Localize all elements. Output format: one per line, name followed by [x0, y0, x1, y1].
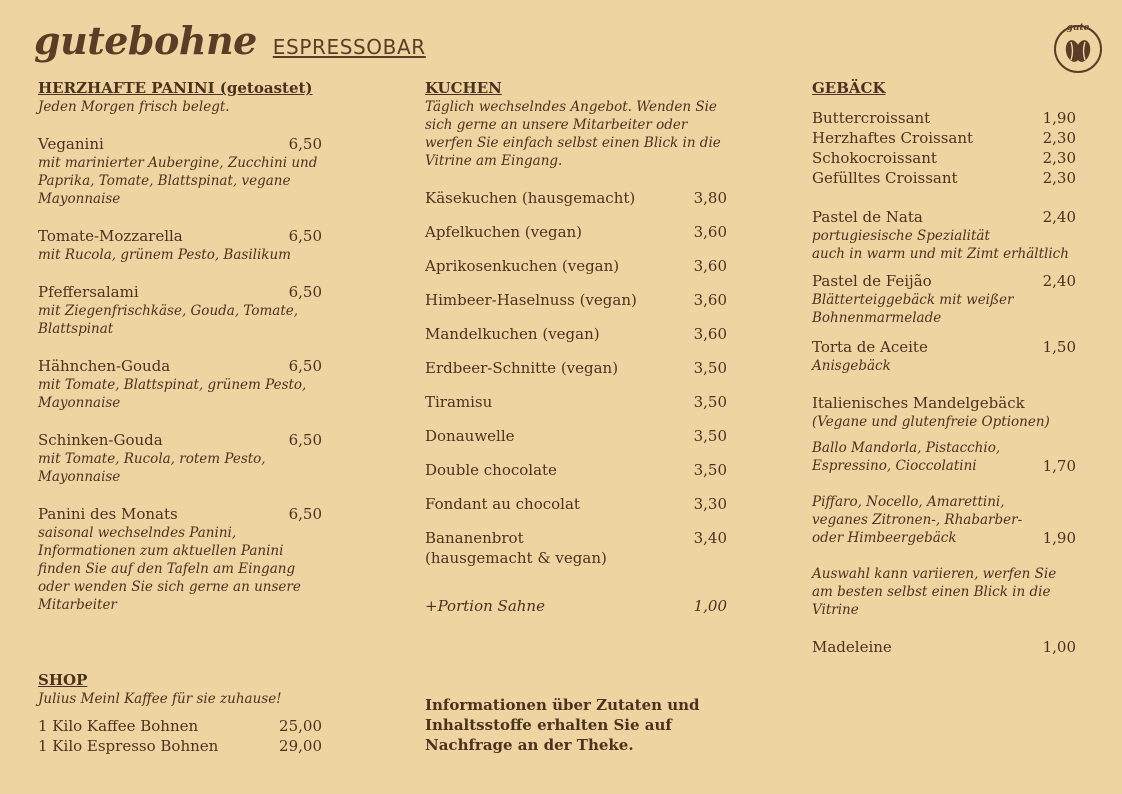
auswahl-note: Auswahl kann variieren, werfen Sie am besten selbst einen Blick in die Vitrine: [812, 566, 1057, 618]
item-price: 29,00: [279, 737, 322, 755]
panini-item: [38, 282, 322, 338]
item-desc: auch in warm und mit Zimt erhältlich: [812, 246, 1069, 262]
kuchen-extra: [425, 596, 727, 616]
panini-intro: Jeden Morgen frisch belegt.: [38, 99, 230, 115]
shop-intro: Julius Meinl Kaffee für sie zuhause!: [38, 691, 282, 707]
item-name: oder Himbeergebäck: [812, 530, 957, 546]
gebaeck-item: [812, 207, 1076, 263]
item-price: 25,00: [279, 717, 322, 735]
item-price: 1,00: [693, 597, 727, 615]
item-price: 6,50: [288, 283, 322, 301]
item-name: Pastel de Nata: [812, 208, 923, 226]
item-desc: saisonal wechselndes Panini, Informationen zum aktuellen Panini finden Sie auf den Tafeln am Eingang oder wenden Sie sich gerne an unsere Mitarbeiter: [38, 525, 301, 613]
item-name: Madeleine: [812, 638, 892, 656]
item-price: 3,50: [693, 393, 727, 411]
item-price: 2,30: [1042, 149, 1076, 167]
item-name: Tiramisu: [425, 393, 493, 411]
gebaeck-item: [812, 337, 1076, 375]
item-price: 6,50: [288, 135, 322, 153]
piffaro-item: [812, 529, 1076, 547]
kuchen-item: [425, 290, 727, 310]
coffee-bean-badge-icon: [1052, 22, 1104, 74]
item-desc: Anisgebäck: [812, 358, 891, 374]
gebaeck-title: GEBÄCK: [812, 79, 886, 97]
item-price: 2,30: [1042, 129, 1076, 147]
brand-subtitle: ESPRESSOBAR: [272, 35, 426, 59]
kuchen-item: [425, 392, 727, 412]
kuchen-item: [425, 256, 727, 276]
item-name: Aprikosenkuchen (vegan): [425, 257, 620, 275]
item-name: Mandelkuchen (vegan): [425, 325, 600, 343]
panini-item: [38, 504, 322, 614]
gebaeck-item: [812, 108, 1076, 128]
item-price: 3,50: [693, 359, 727, 377]
gebaeck-item: [812, 637, 1076, 657]
italian-note: (Vegane und glutenfreie Optionen): [812, 414, 1050, 430]
item-price: 2,40: [1042, 272, 1076, 290]
panini-item: [38, 356, 322, 412]
item-name: Apfelkuchen (vegan): [425, 223, 583, 241]
gebaeck-item: [812, 168, 1076, 188]
piffaro-line: Piffaro, Nocello, Amarettini,: [812, 494, 1005, 510]
item-price: 3,60: [693, 223, 727, 241]
item-name: 1 Kilo Espresso Bohnen: [38, 737, 219, 755]
item-name: Panini des Monats: [38, 505, 178, 523]
item-name: Buttercroissant: [812, 109, 931, 127]
brand-name: gutebohne: [34, 18, 257, 63]
item-name: Herzhaftes Croissant: [812, 129, 974, 147]
kuchen-item: [425, 358, 727, 378]
item-price: 3,60: [693, 257, 727, 275]
panini-title: HERZHAFTE PANINI (getoastet): [38, 79, 313, 97]
item-name: Himbeer-Haselnuss (vegan): [425, 291, 637, 309]
item-desc: mit Tomate, Rucola, rotem Pesto, Mayonnaise: [38, 451, 266, 485]
panini-item: [38, 134, 322, 208]
item-price: 6,50: [288, 431, 322, 449]
kuchen-item: [425, 222, 727, 242]
item-name: Pfeffersalami: [38, 283, 139, 301]
kuchen-item: [425, 528, 727, 568]
item-name: Veganini: [38, 135, 104, 153]
item-desc: Blätterteiggebäck mit weißer Bohnenmarmelade: [812, 292, 1014, 326]
shop-section: [38, 670, 322, 756]
item-price: 6,50: [288, 357, 322, 375]
piffaro-line: veganes Zitronen-, Rhabarber-: [812, 512, 1023, 528]
shop-title: SHOP: [38, 671, 88, 689]
item-name: 1 Kilo Kaffee Bohnen: [38, 717, 199, 735]
kuchen-title: KUCHEN: [425, 79, 502, 97]
item-name: Espressino, Cioccolatini: [812, 458, 977, 474]
item-name: Double chocolate: [425, 461, 557, 479]
item-name: Fondant au chocolat: [425, 495, 580, 513]
item-name: +Portion Sahne: [425, 597, 545, 615]
item-desc: mit Tomate, Blattspinat, grünem Pesto, Mayonnaise: [38, 377, 307, 411]
item-price: 3,80: [693, 189, 727, 207]
item-name: Schokocroissant: [812, 149, 937, 167]
item-price: 6,50: [288, 227, 322, 245]
kuchen-item: [425, 426, 727, 446]
item-price: 1,00: [1042, 638, 1076, 656]
item-price: 3,30: [693, 495, 727, 513]
badge-text: gute: [1066, 23, 1090, 33]
gebaeck-item: [812, 128, 1076, 148]
brand-logo: [34, 18, 426, 63]
shop-item: [38, 736, 322, 756]
item-name: Gefülltes Croissant: [812, 169, 958, 187]
kuchen-section: [425, 78, 727, 616]
kuchen-intro: Täglich wechselndes Angebot. Wenden Sie sich gerne an unsere Mitarbeiter oder werfen Sie einfach selbst einen Blick in die Vitrine am Eingang.: [425, 99, 721, 169]
ballo-line: Ballo Mandorla, Pistacchio,: [812, 440, 1001, 456]
item-price: 3,60: [693, 325, 727, 343]
item-name: Hähnchen-Gouda: [38, 357, 171, 375]
item-price: 3,50: [693, 427, 727, 445]
item-desc: portugiesische Spezialität: [812, 228, 990, 244]
item-name: Pastel de Feijão: [812, 272, 932, 290]
item-name: Käsekuchen (hausgemacht): [425, 189, 636, 207]
item-price: 1,90: [1042, 109, 1076, 127]
item-price: 1,70: [1042, 457, 1076, 475]
item-desc: mit Ziegenfrischkäse, Gouda, Tomate, Blattspinat: [38, 303, 299, 337]
item-price: 3,50: [693, 461, 727, 479]
item-name: Schinken-Gouda: [38, 431, 163, 449]
allergen-info: Informationen über Zutaten und Inhaltsstoffe erhalten Sie auf Nachfrage an der Theke.: [425, 696, 700, 754]
item-sub: (hausgemacht & vegan): [425, 549, 607, 567]
ballo-item: [812, 457, 1076, 475]
item-price: 3,60: [693, 291, 727, 309]
item-price: 6,50: [288, 505, 322, 523]
shop-item: [38, 716, 322, 736]
item-price: 2,30: [1042, 169, 1076, 187]
item-name: Torta de Aceite: [812, 338, 928, 356]
item-price: 3,40: [693, 529, 727, 547]
kuchen-item: [425, 494, 727, 514]
gebaeck-item: [812, 148, 1076, 168]
panini-item: [38, 430, 322, 486]
kuchen-item: [425, 460, 727, 480]
gebaeck-section: [812, 78, 1076, 657]
item-name: Donauwelle: [425, 427, 515, 445]
kuchen-item: [425, 188, 727, 208]
item-price: 2,40: [1042, 208, 1076, 226]
kuchen-item: [425, 324, 727, 344]
italian-group: [812, 393, 1076, 619]
gebaeck-item: [812, 271, 1076, 327]
item-name: Erdbeer-Schnitte (vegan): [425, 359, 619, 377]
item-name: Tomate-Mozzarella: [38, 227, 183, 245]
item-desc: mit marinierter Aubergine, Zucchini und Paprika, Tomate, Blattspinat, vegane Mayonnaise: [38, 155, 318, 207]
italian-title: Italienisches Mandelgebäck: [812, 394, 1025, 412]
item-price: 1,90: [1042, 529, 1076, 547]
item-price: 1,50: [1042, 338, 1076, 356]
item-desc: mit Rucola, grünem Pesto, Basilikum: [38, 247, 291, 263]
panini-item: [38, 226, 322, 264]
panini-section: [38, 78, 322, 614]
item-name: Bananenbrot: [425, 529, 524, 547]
